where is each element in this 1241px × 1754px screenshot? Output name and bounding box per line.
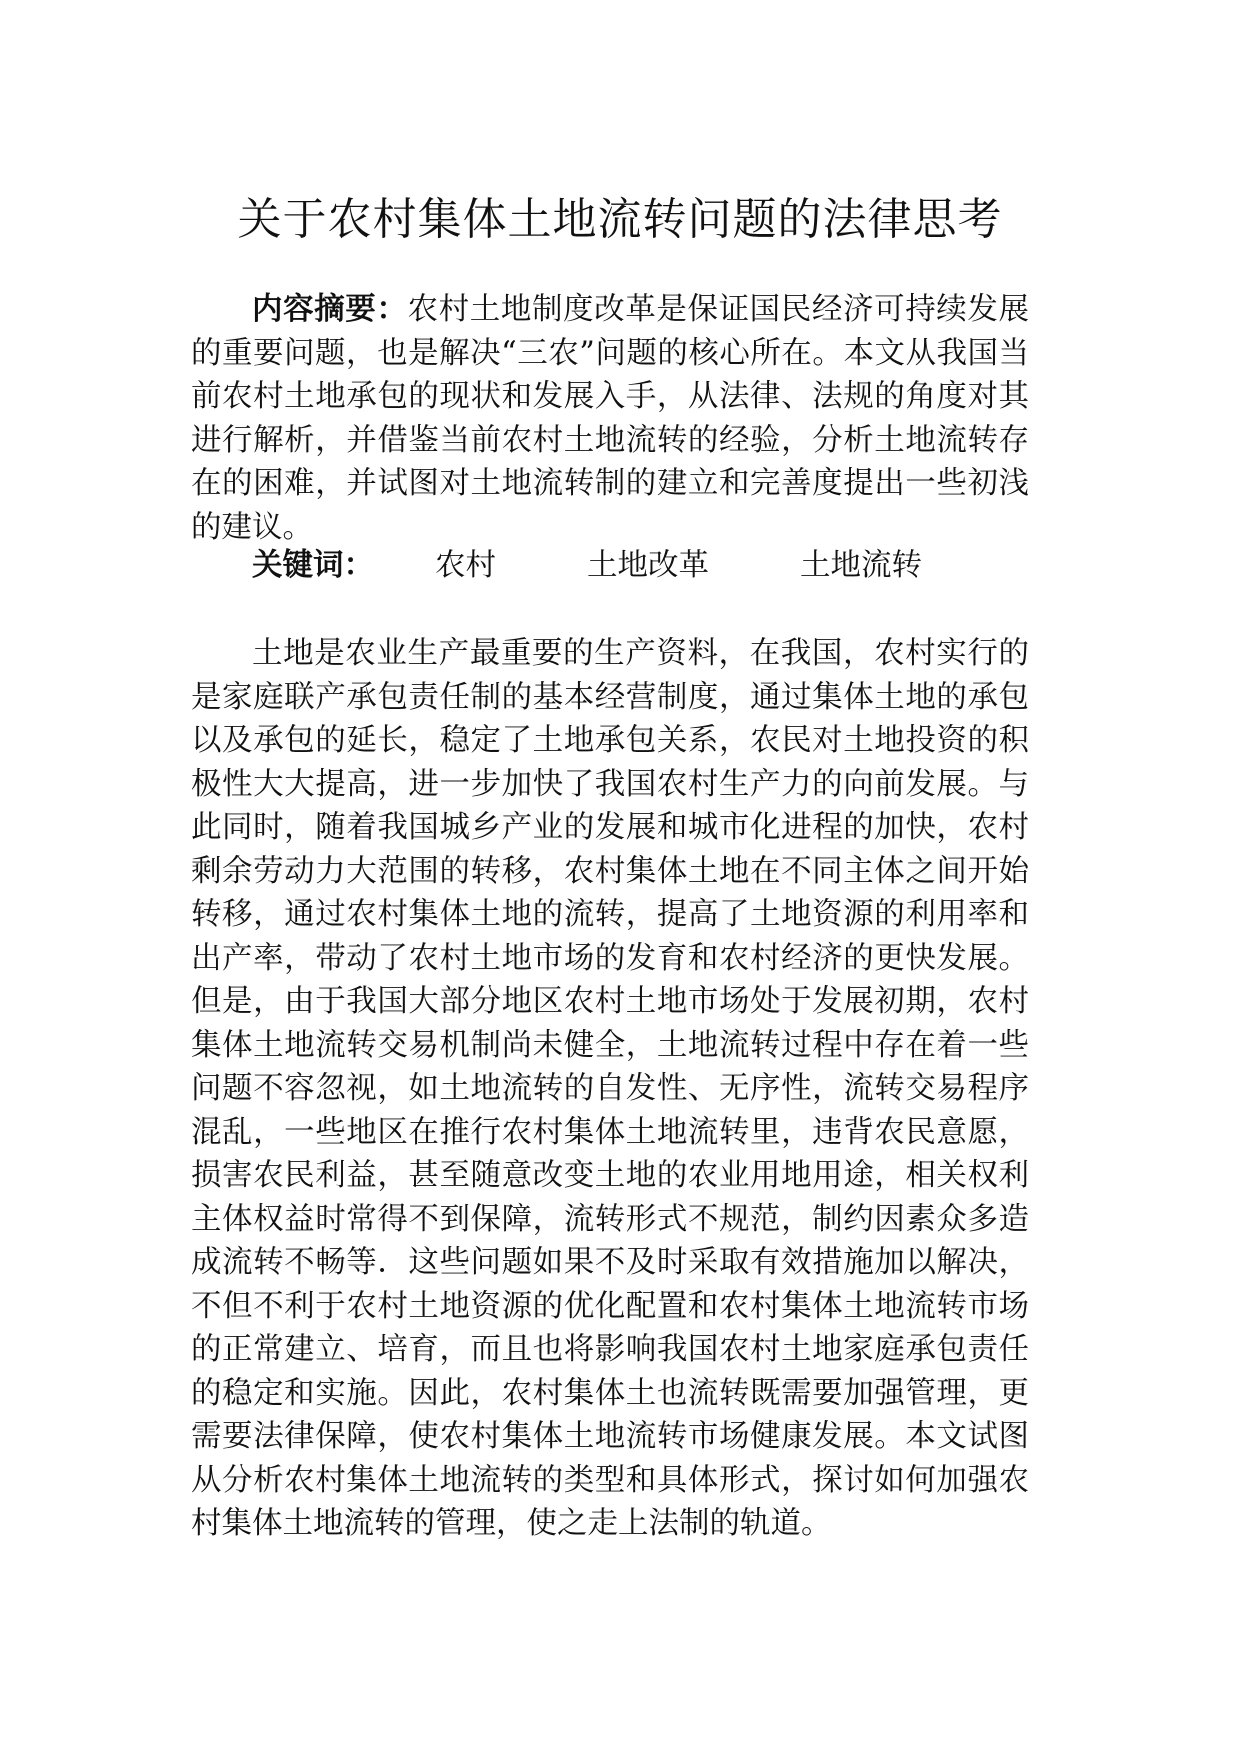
keyword-item: 土地改革 xyxy=(587,548,709,583)
keyword-item: 农村 xyxy=(435,548,496,583)
keyword-item: 土地流转 xyxy=(800,548,922,583)
abstract-text: 农村土地制度改革是保证国民经济可持续发展的重要问题，也是解决“三农”问题的核心所在。本文从我国当前农村土地承包的现状和发展入手，从法律、法规的角度对其进行解析，并借鉴当前农村土地流转的经验，分析土地流转存在的困难，并试图对土地流转制的建立和完善度提出一些初浅的建议。 xyxy=(191,292,1030,545)
abstract-paragraph xyxy=(191,288,1029,549)
body-paragraph: 土地是农业生产最重要的生产资料，在我国，农村实行的是家庭联产承包责任制的基本经营制度，通过集体土地的承包以及承包的延长，稳定了土地承包关系，农民对土地投资的积极性大大提高，进一步加快了我国农村生产力的向前发展。与此同时，随着我国城乡产业的发展和城市化进程的加快，农村剩余劳动力大范围的转移，农村集体土地在不同主体之间开始转移，通过农村集体土地的流转，提高了土地资源的利用率和出产率，带动了农村土地市场的发育和农村经济的更快发展。但是，由于我国大部分地区农村土地市场处于发展初期，农村集体土地流转交易机制尚未健全，土地流转过程中存在着一些问题不容忽视，如土地流转的自发性、无序性，流转交易程序混乱，一些地区在推行农村集体土地流转里，违背农民意愿，损害农民利益，甚至随意改变土地的农业用地用途，相关权利主体权益时常得不到保障，流转形式不规范，制约因素众多造成流转不畅等．这些问题如果不及时采取有效措施加以解决，不但不利于农村土地资源的优化配置和农村集体土地流转市场的正常建立、培育，而且也将影响我国农村土地家庭承包责任的稳定和实施。因此，农村集体土也流转既需要加强管理，更需要法律保障，使农村集体土地流转市场健康发展。本文试图从分析农村集体土地流转的类型和具体形式，探讨如何加强农村集体土地流转的管理，使之走上法制的轨道。 xyxy=(191,636,1029,1541)
keywords-line xyxy=(191,544,1029,588)
keywords-label: 关键词： xyxy=(252,548,374,583)
abstract-label: 内容摘要： xyxy=(252,292,408,327)
document-title: 关于农村集体土地流转问题的法律思考 xyxy=(237,194,1003,245)
